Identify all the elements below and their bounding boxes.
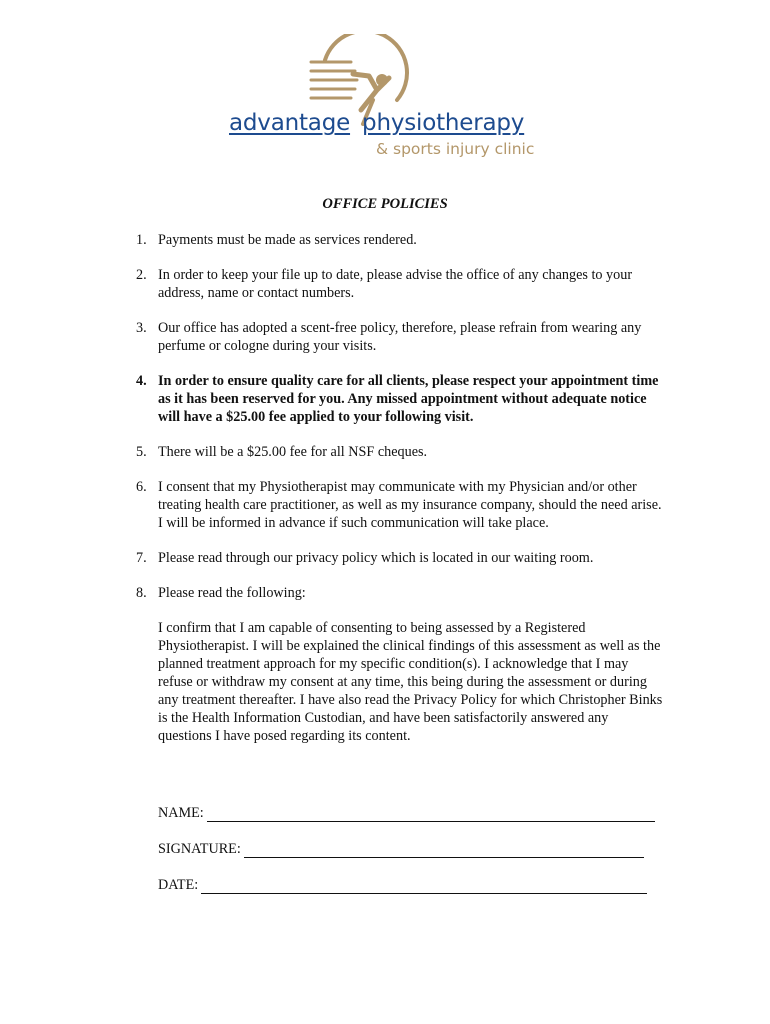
date-label: DATE: [158, 877, 199, 893]
policy-item-8 [118, 584, 663, 745]
policy-item-4 [118, 372, 663, 426]
clinic-name [229, 110, 559, 136]
policy-text: I consent that my Physiotherapist may communicate with my Physician and/or other treating health care practitioner, as well as my insurance company, should the need arise. I will be informed in advance if such communication will take place. [158, 479, 662, 531]
policy-item-6 [118, 478, 663, 532]
policy-number: 4. [136, 373, 147, 389]
policy-item-3 [118, 319, 663, 355]
policy-item-1 [118, 231, 663, 249]
policy-number: 7. [136, 550, 147, 566]
signature-field [158, 822, 668, 858]
policy-text: Our office has adopted a scent-free policy, therefore, please refrain from wearing any perfume or cologne during your visits. [158, 320, 642, 354]
policy-item-7 [118, 549, 663, 567]
name-label: NAME: [158, 805, 204, 821]
policy-item-2 [118, 266, 663, 302]
name-field [158, 786, 668, 822]
policy-item-5 [118, 443, 663, 461]
clinic-name-word2: physiotherapy [362, 110, 525, 136]
page-title: OFFICE POLICIES [322, 196, 448, 212]
policy-number: 6. [136, 479, 147, 495]
policy-text: Payments must be made as services rendered. [158, 232, 417, 248]
name-line[interactable] [207, 807, 655, 822]
signature-block [158, 786, 668, 894]
policy-text: Please read through our privacy policy which is located in our waiting room. [158, 550, 594, 566]
signature-label: SIGNATURE: [158, 841, 241, 857]
consent-statement: I confirm that I am capable of consenting to being assessed by a Registered Physiotherapist. I will be explained the clinical findings of this assessment as well as the planned treatment approach for my specific condition(s). I acknowledge that I may refuse or withdraw my consent at any time, this being during the assessment or during any treatment thereafter. I have also read the Privacy Policy for which Christopher Binks is the Health Information Custodian, and have been satisfactorily answered any questions I have posed regarding its content. [158, 620, 663, 744]
policy-list [118, 231, 663, 762]
policy-number: 5. [136, 444, 147, 460]
policy-number: 1. [136, 232, 147, 248]
policy-text: Please read the following: [158, 585, 306, 601]
date-field [158, 858, 668, 894]
policy-text: There will be a $25.00 fee for all NSF cheques. [158, 444, 428, 460]
date-line[interactable] [201, 879, 647, 894]
policy-number: 8. [136, 585, 147, 601]
clinic-tagline: & sports injury clinic [376, 140, 535, 158]
signature-line[interactable] [244, 843, 644, 858]
policy-text: In order to ensure quality care for all clients, please respect your appointment time as it has been reserved for you. Any missed appointment without adequate notice will have a $25.00 fee applied to your following visit. [158, 373, 659, 425]
policy-number: 2. [136, 267, 147, 283]
clinic-name-word1: advantage [229, 110, 351, 136]
policy-text: In order to keep your file up to date, please advise the office of any changes to your address, name or contact numbers. [158, 267, 633, 301]
policy-number: 3. [136, 320, 147, 336]
